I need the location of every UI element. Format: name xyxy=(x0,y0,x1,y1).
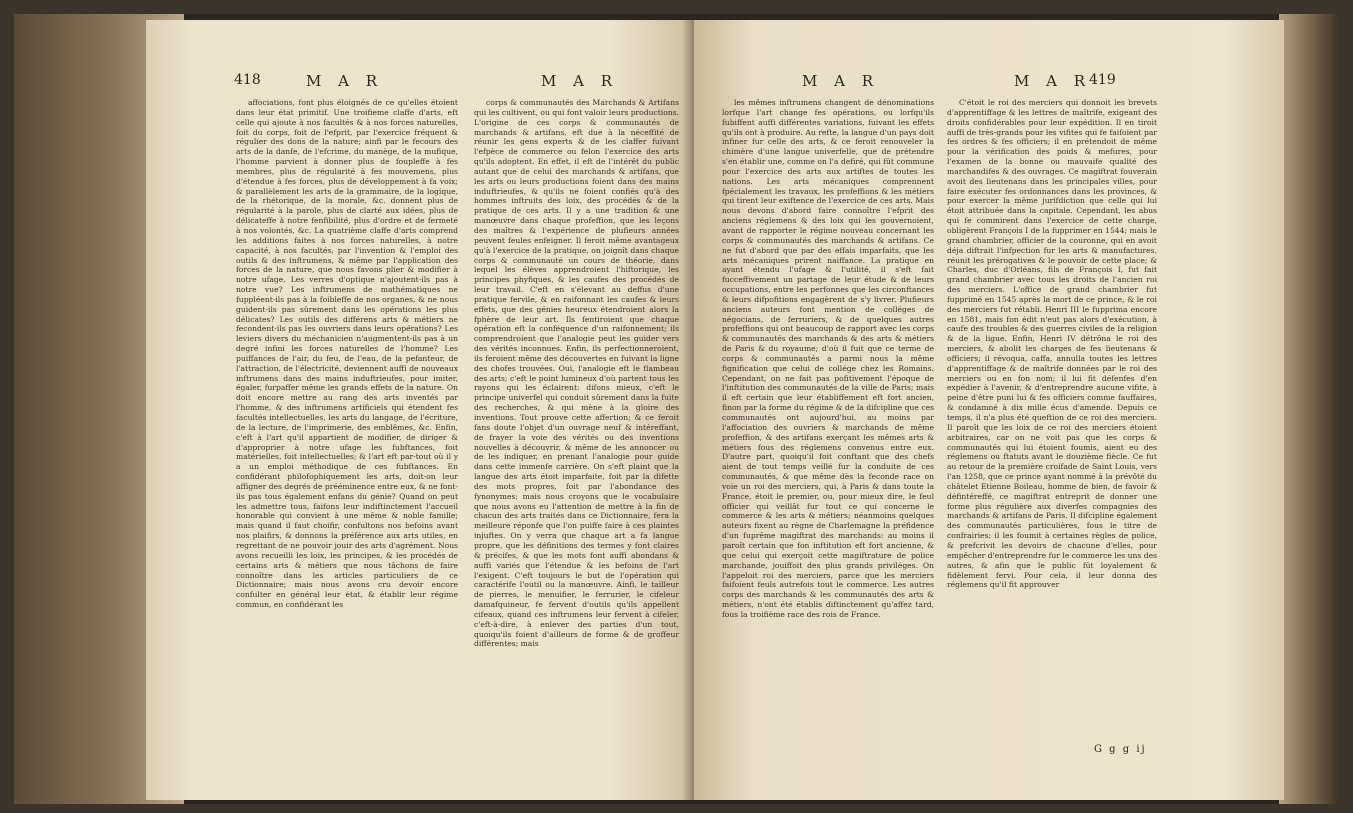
right-column-2 xyxy=(947,98,1157,738)
right-column-1 xyxy=(722,98,934,738)
signature-mark: G g g ij xyxy=(1094,744,1147,755)
left-column-2 xyxy=(474,98,679,738)
left-column-2-text: corps & communautés des Marchands & Artifans qui les cultivent, ou qui font valoir leurs productions. L'origine de ces corps & communautés de marchands & artifans, eft due à la néceffité de réunir les gens experts & de les claffer fuivant l'efpèce de commerce ou felon l'exercice des arts qu'ils adoptent. En effet, il eft de l'intérêt du public autant que de celui des marchands & artifans, que les arts ou leurs productions foient dans des mains induftrieufes, & qu'ils ne foient confiés qu'à des hommes inftruits des loix, des procédés & de la pratique de ces arts. Il y a une tradition & une manœuvre dans chaque profeffion, que les leçons des maîtres & l'expérience de plufieurs années peuvent feules enfeigner. Il feroit même avantageux qu'à l'exercice de la pratique, on joignît dans chaque corps & communauté un cours de théorie, dans lequel les élèves apprendroient l'hiftorique, les principes phyfiques, & les caufes des procédés de leur travail. C'eft en s'élevant au deffus d'une pratique fervile, & en raifonnant les caufes & leurs effets, que des génies heureux étendroient alors la fphère de leur art. Ils fentiroient que chaque opération eft la conféquence d'un raifonnement; ils comprendroient que l'analogie peut les guider vers des vérités inconnues. Enfin, ils perfectionneroient, ils feroient même des découvertes en fuivant la ligne des chofes trouvées. Oui, l'analogie eft le flambeau des arts; c'eft le point lumineux d'où partent tous les rayons qui les éclairent: difons mieux, c'eft le principe univerfel qui conduit sûrement dans la fuite des recherches, & qui mène à la gloire des inventions. Tout prouve cette affertion; & ce feroit fans doute l'objet d'un ouvrage neuf & intéreffant, de frayer la voie des vérités ou des inventions nouvelles à découvrir, & même de les annoncer ou de les indiquer, en prenant l'analogie pour guide dans cette immenfe carrière. On s'eft plaint que la langue des arts étoit imparfaite, foit par la difette des mots propres, foit par l'abondance des fynonymes; mais nous croyons que le vocabulaire que nous avons eu l'attention de mettre à la fin de chacun des arts traités dans ce Dictionnaire, fera la meilleure réponfe que l'on puiffe faire à ces plaintes injuftes. On y verra que chaque art a fa langue propre, que les définitions des termes y font claires & précifes, & que les mots font auffi abondans & auffi variés que l'étendue & les befoins de l'art l'exigent. C'eft toujours le but de l'opération qui caractérife l'outil ou la manœuvre. Ainfi, le tailleur de pierres, le menuifier, le ferrurier, le cifeleur damafquineur, fe fervent d'outils qu'ils appellent cifeaux, quand ces inftrumens leur fervent à cifeler, c'eft-à-dire, à enlever des parties d'un tout, quoiqu'ils foient d'ailleurs de forme & de groffeur différentes; mais xyxy=(474,98,679,649)
book-cover-right xyxy=(1279,14,1339,804)
right-page-number: 419 xyxy=(1089,72,1116,88)
left-running-head-1: M A R xyxy=(306,72,384,90)
right-running-head-2: M A R xyxy=(1014,72,1092,90)
right-page xyxy=(694,20,1284,800)
left-column-1 xyxy=(236,98,458,738)
left-column-1-text: affociations, font plus éloignés de ce qu'elles étoient dans leur état primitif. Une troifieme claffe d'arts, eft celle qui ajoute à nos facultés & à nos forces naturelles, foit du corps, foit de l'efprit, par l'exercice fréquent & régulier des dons de la nature; ainfi par le fecours des arts de la danfe, de l'efcrime, du manège, de la mufique, l'homme parvient à donner plus de foupleffe à fes membres, plus de régularité à fes mouvemens, plus d'étendue à fes forces, plus de développement à fa voix; & parallèlement les arts de la grammaire, de la logique, de la rhétorique, de la morale, &c. donnent plus de régularité à la parole, plus de clarté aux idées, plus de délicateffe à notre fenfibilité, plus d'ordre et de fermeté à nos volontés, &c. La quatrième claffe d'arts comprend les additions faites à nos forces naturelles, à notre capacité, à nos facultés, par l'invention & l'emploi des outils & des inftrumens, & même par l'application des forces de la nature, que nous favons plier & modifier à notre ufage. Les verres d'optique n'ajoutent-ils pas à notre vue? Les inftrumens de mathématiques ne fuppléent-ils pas à la foibleffe de nos organes, & ne nous guident-ils pas sûrement dans les opérations les plus délicates? Les outils des différens arts & métiers ne fecondent-ils pas les ouvriers dans leurs opérations? Les leviers divers du méchanicien n'augmentent-ils pas à un degré infini les forces naturelles de l'homme? Les puiffances de l'air, du feu, de l'eau, de la pefanteur, de l'attraction, de l'électricité, deviennent auffi de nouveaux inftrumens dans des mains induftrieufes, pour imiter, égaler, furpaffer même les grands effets de la nature. On doit encore mettre au rang des arts inventés par l'homme, & des inftrumens artificiels qui étendent fes facultés intellectuelles, les arts du langage, de l'écriture, de la lecture, de l'imprimerie, des emblêmes, &c. Enfin, c'eft à l'art qu'il appartient de modifier, de diriger & d'approprier à notre ufage les fubftances, foit matérielles, foit intellectuelles; & l'art eft par-tout où il y a un emploi méthodique de ces fubftances. En confidérant philofophiquement les arts, doit-on leur affigner des degrés de prééminence entre eux, & ne font-ils pas tous également enfans du génie? Quand on peut les admettre tous, faifons leur indiftinctement l'accueil honorable qui convient à une même & noble famille; mais quand il faut choifir, confultons nos befoins avant nos plaifirs, & donnons la préférence aux arts utiles, en regrettant de ne pouvoir jouir des arts d'agrément. Nous avons recueilli les loix, les principes, & les procédés de certains arts & métiers que nous tâchons de faire connoître dans les articles particuliers de ce Dictionnaire; mais nous avons cru devoir encore confulter en général leur état, & établir leur régime commun, en confidérant les xyxy=(236,98,458,610)
left-page-number: 418 xyxy=(234,72,261,88)
left-page xyxy=(146,20,694,800)
right-column-1-text: les mêmes inftrumens changent de dénominations lorfque l'art change fes opérations, ou lorfqu'ils fubiffent auffi différentes variations, fuivant les effets qu'ils ont à produire. Au refte, la langue d'un pays doit infiner fur celle des arts, & ce feroit renouveler la chimère d'une langue univerfelle, que de prétendre s'en établir une, comme on l'a defiré, qui fût commune pour l'exercice des arts aux artiftes de toutes les nations. Les arts mécaniques comprennent fpécialement les travaux, les profeffions & les métiers qui tirent leur exiftence de l'exercice de ces arts. Mais nous devons d'abord faire connoître l'efprit des anciens réglemens & des loix qui les gouvernoient, avant de rapporter le régime nouveau concernant les corps & communautés des marchands & artifans. Ce ne fut d'abord que par des effais imparfaits, que les arts mécaniques prirent naiffance. La pratique en ayant étendu l'ufage & l'utilité, il s'eft fait fucceffivement un partage de leur étude & de leurs occupations, entre les perfonnes que les circonftances & leurs difpofitions engagèrent de s'y livrer. Plufieurs anciens auteurs font mention de colléges de négocians, de ferruriers, & de quelques autres profeffions qui ont beaucoup de rapport avec les corps & communautés des marchands & des arts & métiers de Paris & du royaume; d'où il fuit que ce terme de corps & communautés a parmi nous la même fignification que celui de collége chez les Romains. Cependant, on ne fait pas pofitivement l'époque de l'inftitution des communautés de la ville de Paris; mais il eft certain que leur établiffement eft fort ancien, finon par la forme du régime & de la difcipline que ces communautés ont aujourd'hui, au moins par l'affociation des ouvriers & marchands de même profeffion, & des artifans exerçant les mêmes arts & métiers fous des réglemens convenus entre eux. D'autre part, quoiqu'il foit conftant que des chefs aient de tout temps veillé fur la conduite de ces communautés, & que même dès la feconde race on voie un roi des merciers, qui, à Paris & dans toute la France, étoit le premier, ou, pour mieux dire, le feul officier qui veillât fur tout ce qui concerne le commerce & les arts & métiers; néanmoins quelques auteurs fixent au règne de Charlemagne la préfidence d'un fuprême magiftrat des marchands: au moins il paroît certain que fon inftitution eft fort ancienne, & que celui qui exerçoit cette magiftrature de police marchande, jouiffoit des plus grands priviléges. On l'appeloit roi des merciers, parce que les merciers faifoient feuls autrefois tout le commerce. Les autres corps des marchands & les communautés des arts & métiers, n'ont été établis diftinctement qu'affez tard, fous la troifième race des rois de France. xyxy=(722,98,934,619)
left-running-head-2: M A R xyxy=(541,72,619,90)
open-book xyxy=(14,14,1339,804)
right-column-2-text: C'étoit le roi des merciers qui donnoit les brevets d'apprentiffage & les lettres de maîtrife, exigeant des droits confidérables pour leur expédition. Il en tiroit auffi de très-grands pour les vifites qui fe faifoient par fes ordres & fes officiers; il en prétendoit de même pour la vérification des poids & mefures, pour l'examen de la bonne ou mauvaife qualité des marchandifes & des ouvrages. Ce magiftrat fouverain avoit des lieutenans dans les principales villes, pour faire exécuter fes ordonnances dans les provinces, & pour exercer la même jurifdiction que celle qui lui étoit attribuée dans la capitale. Cependant, les abus qui fe commirent dans l'exercice de cette charge, obligèrent François I de la fupprimer en 1544; mais le grand chambrier, officier de la couronne, qui en avoit déja diftrait l'infpection fur les arts & manufactures, réunit les prérogatives & le pouvoir de cette place; & Charles, duc d'Orléans, fils de François I, fut fait grand chambrier avec tous les droits de l'ancien roi des merciers. L'office de grand chambrier fut fupprimé en 1545 après la mort de ce prince, & le roi des merciers fut rétabli. Henri III le fupprima encore en 1581, mais fon édit n'eut pas alors d'exécution, à caufe des troubles & des guerres civiles de la religion & de la ligue. Enfin, Henri IV détrôna le roi des merciers, & abolit les charges de fes lieutenans & officiers; il révoqua, caffa, annulla toutes les lettres d'apprentiffage & de maîtrife données par le roi des merciers ou en fon nom; il lui fit défenfes d'en expédier à l'avenir, & d'entreprendre aucune vifite, à peine d'être puni lui & fes officiers comme fauffaires, & condamné à dix mille écus d'amende. Depuis ce temps, il n'a plus été queftion de ce roi des merciers. Il paroît que les loix de ce roi des merciers étoient arbitraires, car on ne voit pas que les corps & communautés qui lui étoient foumis, aient eu des réglemens ou ftatuts avant le douzième fiècle. Ce fut au retour de la première croifade de Saint Louis, vers l'an 1258, que ce prince ayant nommé à la prévôté du châtelet Etienne Boileau, homme de bien, de favoir & défintéreffé, ce magiftrat entreprit de donner une forme plus régulière aux diverfes compagnies des marchands & artifans de Paris. Il difcipline également des communautés particulières, fous le titre de confrairies; il les foumit à certaines règles de police, & prefcrivit les devoirs de chacune d'elles, pour empêcher d'entreprendre fur le commerce les uns des autres, & afin que le public fût loyalement & fidèlement fervi. Pour cela, il leur donna des réglemens qu'il fit approuver xyxy=(947,98,1157,590)
right-running-head-1: M A R xyxy=(802,72,880,90)
